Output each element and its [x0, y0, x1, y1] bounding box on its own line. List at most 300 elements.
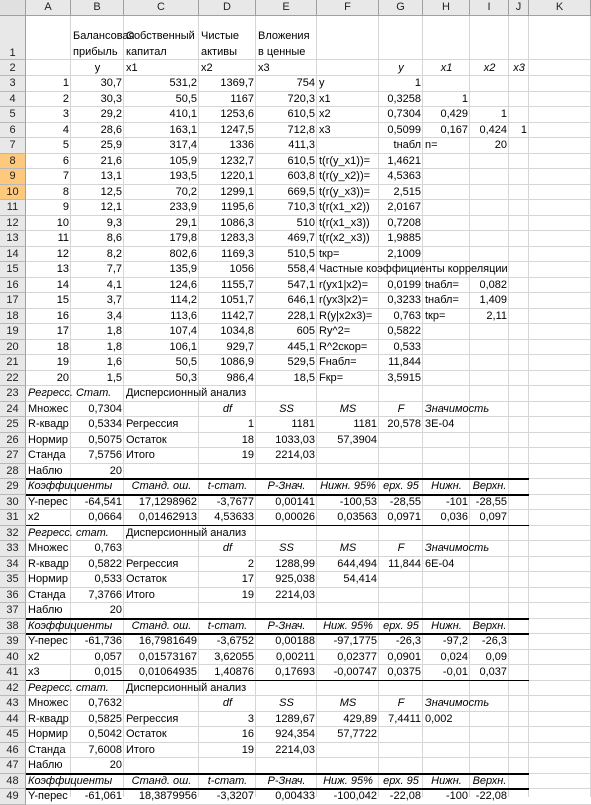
anova-title[interactable]: Дисперсионный анализ	[126, 681, 247, 694]
data-cell[interactable]: 610,5	[287, 154, 315, 167]
data-cell[interactable]: 1253,6	[220, 108, 254, 120]
coef-value[interactable]: 0,0664	[88, 511, 122, 523]
coef-value[interactable]: 0,037	[479, 666, 507, 678]
data-cell[interactable]: 50,5	[175, 356, 197, 368]
anova-row-label[interactable]: Регрессия	[126, 557, 179, 570]
corr-row-label[interactable]: y	[319, 77, 325, 89]
anova-ms[interactable]: 1181	[353, 418, 377, 430]
row-header-29[interactable]: 29	[0, 479, 26, 495]
coef-value[interactable]: 18,3879956	[138, 790, 197, 802]
anova-ss[interactable]: 1288,99	[275, 557, 315, 570]
data-cell[interactable]: 8,6	[106, 232, 122, 244]
row-header-28[interactable]: 28	[0, 464, 26, 480]
anova-head-significance[interactable]: Значимость	[425, 697, 490, 709]
coef-value[interactable]: -100,53	[339, 495, 377, 508]
coef-head[interactable]: Коэффициенты	[28, 619, 113, 632]
coef-value[interactable]: 0,17693	[275, 666, 315, 678]
anova-title[interactable]: Дисперсионный анализ	[126, 387, 247, 399]
reg-stat-value[interactable]: 0,7304	[88, 402, 122, 415]
row-header-3[interactable]: 3	[0, 76, 26, 92]
data-cell[interactable]: 3,7	[106, 294, 122, 306]
row-header-4[interactable]: 4	[0, 92, 26, 108]
data-cell[interactable]: 1086,9	[220, 356, 254, 368]
coef-value[interactable]: 0,03563	[337, 511, 377, 523]
coef-head[interactable]: P-Знач.	[267, 774, 306, 787]
anova-significance[interactable]: 0,002	[425, 712, 453, 725]
data-cell[interactable]: 19	[56, 356, 69, 368]
partial-label[interactable]: r(yx1|x2)=	[319, 278, 369, 291]
var-label-x2[interactable]: x2	[201, 62, 213, 74]
coef-value[interactable]: 0,00211	[276, 650, 315, 663]
data-cell[interactable]: 2	[62, 92, 69, 105]
row-header-33[interactable]: 33	[0, 541, 26, 557]
anova-ss[interactable]: 2214,03	[275, 743, 315, 756]
anova-df[interactable]: 16	[241, 728, 254, 740]
column-header-f[interactable]: F	[317, 0, 379, 16]
anova-f[interactable]: 20,578	[387, 418, 421, 430]
anova-row-label[interactable]: Остаток	[126, 573, 167, 585]
var-label-y[interactable]: y	[94, 62, 101, 74]
corr-value[interactable]: 0,7304	[387, 108, 421, 120]
row-header-20[interactable]: 20	[0, 340, 26, 356]
coef-value[interactable]: -0,00747	[333, 666, 377, 678]
anova-ms[interactable]: 57,3904	[337, 433, 377, 446]
coef-head[interactable]: Ниж. 95%	[323, 619, 373, 632]
data-cell[interactable]: 12	[56, 247, 69, 260]
data-cell[interactable]: 4	[62, 123, 69, 136]
coef-head[interactable]: Станд. ош.	[131, 480, 192, 492]
anova-ms[interactable]: 644,494	[337, 557, 377, 570]
regression-stat-title[interactable]: Регресс. стат.	[28, 681, 109, 694]
coef-value[interactable]: 0,00026	[275, 511, 315, 523]
coef-value[interactable]: -100	[445, 790, 468, 802]
data-cell[interactable]: 986,4	[226, 371, 254, 384]
coef-head[interactable]: t-стат.	[207, 774, 248, 787]
data-cell[interactable]: 163,1	[169, 123, 197, 136]
data-cell[interactable]: 1142,7	[221, 309, 254, 322]
reg-stat-value[interactable]: 20	[109, 604, 122, 616]
data-cell[interactable]: 547,1	[287, 278, 315, 291]
data-cell[interactable]: 605	[296, 325, 315, 337]
anova-f[interactable]: 11,844	[388, 557, 421, 570]
row-header-35[interactable]: 35	[0, 572, 26, 588]
row-header-26[interactable]: 26	[0, 433, 26, 449]
coef-head[interactable]: Станд. ош.	[131, 619, 192, 632]
reg-stat-value[interactable]: 20	[109, 759, 122, 771]
coef-head[interactable]: t-стат.	[207, 619, 248, 632]
data-cell[interactable]: 9	[62, 201, 69, 213]
reg-stat-label[interactable]: Станда	[28, 743, 66, 756]
anova-significance[interactable]	[423, 727, 470, 743]
row-header-39[interactable]: 39	[0, 634, 26, 650]
row-header-48[interactable]: 48	[0, 774, 26, 790]
data-cell[interactable]: 1247,5	[220, 123, 254, 136]
corr-header[interactable]: x3	[513, 62, 525, 74]
reg-stat-label[interactable]: R-квадр	[28, 712, 69, 725]
coef-value[interactable]: 0,02377	[337, 650, 377, 663]
anova-ms[interactable]	[317, 743, 379, 759]
anova-head-ss[interactable]: SS	[279, 542, 294, 554]
anova-head-ss[interactable]: SS	[279, 402, 294, 415]
data-cell[interactable]: 1169,3	[221, 247, 254, 260]
data-cell[interactable]: 12,1	[100, 201, 122, 213]
t-stat-label[interactable]: t(r(x1_x2))	[319, 201, 370, 213]
anova-row-label[interactable]: Итого	[126, 743, 155, 756]
data-cell[interactable]: 135,9	[169, 263, 197, 275]
anova-df[interactable]: 19	[241, 449, 254, 461]
column-header-a[interactable]: A	[26, 0, 71, 16]
data-cell[interactable]: 6	[62, 154, 69, 167]
corr-header[interactable]: x2	[483, 62, 496, 74]
row-header-38[interactable]: 38	[0, 619, 26, 635]
data-cell[interactable]: 1299,1	[220, 185, 254, 198]
anova-df[interactable]: 18	[241, 433, 254, 446]
coef-head[interactable]: Нижн. 95%	[320, 480, 376, 492]
anova-row-label[interactable]: Остаток	[126, 433, 167, 446]
row-header-21[interactable]: 21	[0, 355, 26, 371]
anova-ms[interactable]	[317, 448, 379, 464]
reg-stat-value[interactable]: 0,5822	[88, 557, 122, 570]
coef-label[interactable]: x3	[28, 666, 40, 678]
data-cell[interactable]: 28,6	[100, 123, 122, 136]
data-cell[interactable]: 21,6	[100, 154, 122, 167]
extra-label[interactable]: Fкр=	[319, 371, 344, 384]
data-cell[interactable]: 317,4	[169, 139, 197, 151]
row-header-2[interactable]: 2	[0, 60, 26, 76]
coef-value[interactable]: 0,00188	[275, 635, 315, 647]
data-cell[interactable]: 8	[62, 185, 69, 198]
reg-stat-label[interactable]: Множес	[28, 542, 69, 554]
coef-value[interactable]: 3,62055	[214, 650, 254, 663]
data-cell[interactable]: 18	[56, 340, 69, 353]
data-cell[interactable]: 1034,8	[220, 325, 254, 337]
reg-stat-value[interactable]: 0,5075	[88, 433, 122, 446]
anova-head-df[interactable]: df	[222, 542, 233, 554]
data-cell[interactable]: 1232,7	[220, 154, 254, 167]
column-header-j[interactable]: J	[509, 0, 529, 16]
row-header-34[interactable]: 34	[0, 557, 26, 573]
corr-value[interactable]: 0,3258	[387, 92, 421, 105]
data-cell[interactable]: 124,6	[169, 278, 197, 291]
reg-stat-value[interactable]: 0,5334	[88, 418, 122, 430]
anova-significance[interactable]	[423, 433, 470, 449]
anova-head-ss[interactable]: SS	[279, 697, 294, 709]
row-header-25[interactable]: 25	[0, 417, 26, 433]
reg-stat-label[interactable]: Нормир	[28, 433, 69, 446]
data-cell[interactable]: 1,5	[106, 371, 122, 384]
data-cell[interactable]: 510,5	[287, 247, 315, 260]
data-cell[interactable]: 646,1	[287, 294, 315, 306]
coef-value[interactable]: -101	[445, 495, 468, 508]
anova-head-f[interactable]: F	[397, 697, 405, 709]
partial-label[interactable]: R(y|x2x3)=	[319, 309, 373, 322]
data-cell[interactable]: 1369,7	[220, 77, 254, 89]
anova-f[interactable]	[379, 572, 423, 588]
data-cell[interactable]: 1167	[230, 92, 254, 105]
coef-label[interactable]: Y-перес	[28, 635, 68, 647]
corr-value[interactable]: 0,5099	[387, 123, 421, 136]
n-value[interactable]: 20	[494, 139, 507, 151]
regression-stat-title[interactable]: Регресс. Стат.	[28, 387, 112, 399]
anova-f[interactable]	[379, 743, 423, 759]
partial-t-value[interactable]: 0,082	[479, 278, 507, 291]
data-cell[interactable]: 18,5	[293, 371, 315, 384]
data-cell[interactable]: 11	[57, 232, 69, 244]
corr-value[interactable]: 0,424	[479, 123, 507, 136]
partial-value[interactable]: 0,0199	[387, 278, 421, 291]
row-header-37[interactable]: 37	[0, 603, 26, 619]
coef-label[interactable]: x2	[28, 650, 40, 663]
anova-df[interactable]: 19	[241, 743, 254, 756]
coef-value[interactable]: 1,40876	[214, 666, 254, 678]
row-header-30[interactable]: 30	[0, 495, 26, 511]
data-cell[interactable]: 510	[296, 216, 315, 229]
coef-value[interactable]: -22,08	[389, 790, 421, 802]
data-cell[interactable]: 558,4	[287, 263, 315, 275]
t-stat-value[interactable]: 1,9885	[387, 232, 421, 244]
column-title-d[interactable]	[199, 8, 256, 60]
t-stat-label[interactable]: t(r(y_x3))=	[319, 185, 371, 198]
corr-header[interactable]: y	[398, 62, 404, 74]
data-cell[interactable]: 13,1	[100, 170, 122, 182]
row-header-10[interactable]: 10	[0, 185, 26, 201]
reg-stat-value[interactable]: 20	[109, 464, 122, 477]
t-stat-value[interactable]: 1,4621	[387, 154, 421, 167]
data-cell[interactable]: 4,1	[106, 278, 122, 291]
reg-stat-value[interactable]: 0,763	[94, 542, 122, 554]
t-stat-label[interactable]: t(r(x1_x3))	[319, 216, 370, 229]
coef-head[interactable]: Верхн.	[472, 619, 507, 632]
data-cell[interactable]: 710,3	[287, 201, 315, 213]
anova-head-df[interactable]: df	[222, 402, 233, 415]
anova-significance[interactable]: 6E-04	[425, 557, 455, 570]
anova-f[interactable]	[379, 588, 423, 604]
row-header-17[interactable]: 17	[0, 293, 26, 309]
corr-value[interactable]: 0,429	[440, 108, 468, 120]
extra-label[interactable]: R^2скор=	[319, 340, 368, 353]
t-stat-label[interactable]: tкр=	[319, 247, 340, 260]
coef-value[interactable]: 0,09	[485, 650, 507, 663]
data-cell[interactable]: 410,1	[169, 108, 197, 120]
row-header-19[interactable]: 19	[0, 324, 26, 340]
data-cell[interactable]: 10	[56, 216, 69, 229]
row-header-23[interactable]: 23	[0, 386, 26, 402]
data-cell[interactable]: 610,5	[287, 108, 315, 120]
reg-stat-label[interactable]: Станда	[28, 588, 66, 601]
row-header-49[interactable]: 49	[0, 789, 26, 805]
coef-head[interactable]: t-стат.	[207, 480, 248, 492]
row-header-16[interactable]: 16	[0, 278, 26, 294]
data-cell[interactable]: 3	[62, 108, 69, 120]
corr-value[interactable]	[470, 76, 509, 92]
data-cell[interactable]: 20	[56, 371, 69, 384]
data-cell[interactable]: 469,7	[287, 232, 315, 244]
reg-stat-label[interactable]: Станда	[28, 449, 66, 461]
row-header-36[interactable]: 36	[0, 588, 26, 604]
data-cell[interactable]: 105,9	[169, 154, 197, 167]
extra-value[interactable]: 0,5822	[387, 325, 421, 337]
row-header-7[interactable]: 7	[0, 138, 26, 154]
anova-row-label[interactable]: Итого	[126, 588, 155, 601]
data-cell[interactable]: 669,5	[287, 185, 315, 198]
corr-value[interactable]	[509, 107, 529, 123]
anova-f[interactable]	[379, 727, 423, 743]
anova-ss[interactable]: 2214,03	[275, 449, 315, 461]
coef-head[interactable]: Верхн.	[472, 774, 507, 787]
row-header-9[interactable]: 9	[0, 169, 26, 185]
coef-head[interactable]: P-Знач.	[267, 619, 306, 632]
data-cell[interactable]: 929,7	[226, 340, 254, 353]
row-header-8[interactable]: 8	[0, 154, 26, 170]
regression-stat-title[interactable]: Регресс. стат.	[28, 526, 109, 539]
data-cell[interactable]: 1195,6	[221, 201, 254, 213]
row-header-11[interactable]: 11	[0, 200, 26, 216]
data-cell[interactable]: 228,1	[287, 309, 315, 322]
data-cell[interactable]: 7	[62, 170, 69, 182]
data-cell[interactable]: 5	[62, 139, 69, 151]
coef-head[interactable]: Ниж. 95%	[323, 774, 373, 787]
data-cell[interactable]: 1,8	[106, 325, 122, 337]
reg-stat-label[interactable]: Нормир	[28, 573, 69, 585]
anova-head-df[interactable]: df	[222, 697, 233, 709]
data-cell[interactable]: 25,9	[100, 139, 122, 151]
row-header-44[interactable]: 44	[0, 712, 26, 728]
anova-row-label[interactable]: Регрессия	[126, 418, 179, 430]
anova-ss[interactable]: 925,038	[275, 573, 315, 585]
extra-label[interactable]: Ry^2=	[319, 325, 351, 337]
anova-title[interactable]: Дисперсионный анализ	[126, 526, 247, 539]
column-title-b[interactable]	[71, 8, 135, 60]
anova-df[interactable]: 19	[241, 588, 254, 601]
data-cell[interactable]: 50,5	[175, 92, 197, 105]
partial-t-label[interactable]: tнабл=	[425, 294, 459, 306]
t-stat-value[interactable]: 4,5363	[387, 170, 421, 182]
data-cell[interactable]: 16	[56, 309, 69, 322]
corr-value[interactable]	[423, 76, 470, 92]
coef-label[interactable]: Y-перес	[28, 790, 68, 802]
data-cell[interactable]: 14	[56, 278, 69, 291]
extra-value[interactable]: 11,844	[388, 356, 421, 368]
row-header-41[interactable]: 41	[0, 665, 26, 681]
row-header-14[interactable]: 14	[0, 247, 26, 263]
reg-stat-value[interactable]: 0,7632	[88, 697, 122, 709]
column-header-k[interactable]: K	[529, 0, 591, 16]
row-header-46[interactable]: 46	[0, 743, 26, 759]
data-cell[interactable]: 50,3	[175, 371, 197, 384]
row-header-42[interactable]: 42	[0, 681, 26, 697]
data-cell[interactable]: 29,2	[100, 108, 122, 120]
row-header-15[interactable]: 15	[0, 262, 26, 278]
t-stat-label[interactable]: t(r(y_x2))=	[319, 170, 371, 182]
anova-head-ms[interactable]: MS	[339, 542, 357, 554]
anova-ss[interactable]: 1289,67	[275, 712, 315, 725]
row-header-22[interactable]: 22	[0, 371, 26, 387]
coef-value[interactable]: -26,3	[481, 635, 507, 647]
coef-value[interactable]: 17,1298962	[138, 495, 197, 508]
t-stat-label[interactable]: t(r(x2_x3))	[319, 232, 370, 244]
column-header-g[interactable]: G	[379, 0, 423, 16]
anova-f[interactable]: 7,4411	[388, 712, 421, 725]
coef-value[interactable]: 0,01064935	[138, 666, 197, 678]
corr-value[interactable]: 1	[520, 123, 527, 136]
reg-stat-label[interactable]: Наблю	[28, 464, 63, 477]
reg-stat-value[interactable]: 0,5042	[88, 728, 122, 740]
extra-label[interactable]: Fнабл=	[319, 356, 357, 368]
reg-stat-value[interactable]: 7,3766	[88, 588, 122, 601]
anova-ss[interactable]: 924,354	[275, 728, 315, 740]
reg-stat-label[interactable]: R-квадр	[28, 418, 69, 430]
anova-df[interactable]: 1	[247, 418, 254, 430]
anova-significance[interactable]	[423, 743, 470, 759]
reg-stat-value[interactable]: 0,533	[94, 573, 122, 585]
anova-head-ms[interactable]: MS	[339, 697, 357, 709]
coef-value[interactable]: -3,6752	[216, 635, 254, 647]
column-header-b[interactable]: B	[71, 0, 124, 16]
data-cell[interactable]: 106,1	[169, 340, 197, 353]
corr-value[interactable]: 1	[500, 108, 507, 120]
tnabl-label[interactable]: tнабл	[393, 139, 421, 151]
coef-value[interactable]: 0,00433	[275, 790, 315, 802]
row-header-27[interactable]: 27	[0, 448, 26, 464]
data-cell[interactable]: 114,2	[170, 294, 197, 306]
anova-ms[interactable]	[317, 588, 379, 604]
anova-ms[interactable]: 57,7722	[337, 728, 377, 740]
corr-value[interactable]: 1	[461, 92, 468, 105]
row-header-31[interactable]: 31	[0, 510, 26, 526]
coef-value[interactable]: -64,541	[84, 495, 122, 508]
coef-value[interactable]: -3,7677	[216, 495, 254, 508]
partial-t-label[interactable]: tкр=	[425, 309, 446, 322]
anova-significance[interactable]: 3E-04	[425, 418, 455, 430]
anova-df[interactable]: 2	[247, 557, 254, 570]
column-title-c[interactable]	[124, 8, 199, 60]
var-label-x3[interactable]: x3	[258, 62, 270, 74]
column-header-c[interactable]: C	[124, 0, 199, 16]
data-cell[interactable]: 9,3	[106, 216, 122, 229]
corr-value[interactable]	[509, 76, 529, 92]
var-label-x1[interactable]: x1	[126, 62, 138, 74]
coef-head[interactable]: Нижн.	[431, 619, 462, 632]
row-header-18[interactable]: 18	[0, 309, 26, 325]
coef-head[interactable]: Верхн.	[472, 480, 507, 492]
partial-value[interactable]: 0,763	[393, 309, 421, 322]
corr-row-label[interactable]: x1	[319, 92, 331, 105]
anova-f[interactable]	[379, 433, 423, 449]
coef-value[interactable]: 0,057	[94, 650, 122, 663]
coef-value[interactable]: -61,061	[84, 790, 122, 802]
column-header-i[interactable]: I	[470, 0, 509, 16]
t-stat-value[interactable]: 2,0167	[387, 201, 421, 213]
data-cell[interactable]: 603,8	[287, 170, 315, 182]
data-cell[interactable]: 712,8	[287, 123, 315, 136]
anova-ss[interactable]: 1181	[291, 418, 315, 430]
t-stat-value[interactable]: 2,1009	[387, 247, 421, 260]
anova-ss[interactable]: 1033,03	[275, 433, 315, 446]
data-cell[interactable]: 529,5	[287, 356, 315, 368]
coef-value[interactable]: 0,024	[440, 650, 468, 663]
data-cell[interactable]: 193,5	[169, 170, 197, 182]
anova-significance[interactable]	[423, 588, 470, 604]
data-cell[interactable]: 179,8	[169, 232, 197, 244]
row-header-43[interactable]: 43	[0, 696, 26, 712]
data-cell[interactable]: 107,4	[169, 325, 197, 337]
data-cell[interactable]: 720,3	[287, 92, 315, 105]
data-cell[interactable]: 802,6	[169, 247, 197, 260]
data-cell[interactable]: 1,8	[106, 340, 122, 353]
t-stat-label[interactable]: t(r(y_x1))=	[319, 154, 371, 167]
data-cell[interactable]: 754	[296, 77, 315, 89]
data-cell[interactable]: 29,1	[175, 216, 197, 229]
